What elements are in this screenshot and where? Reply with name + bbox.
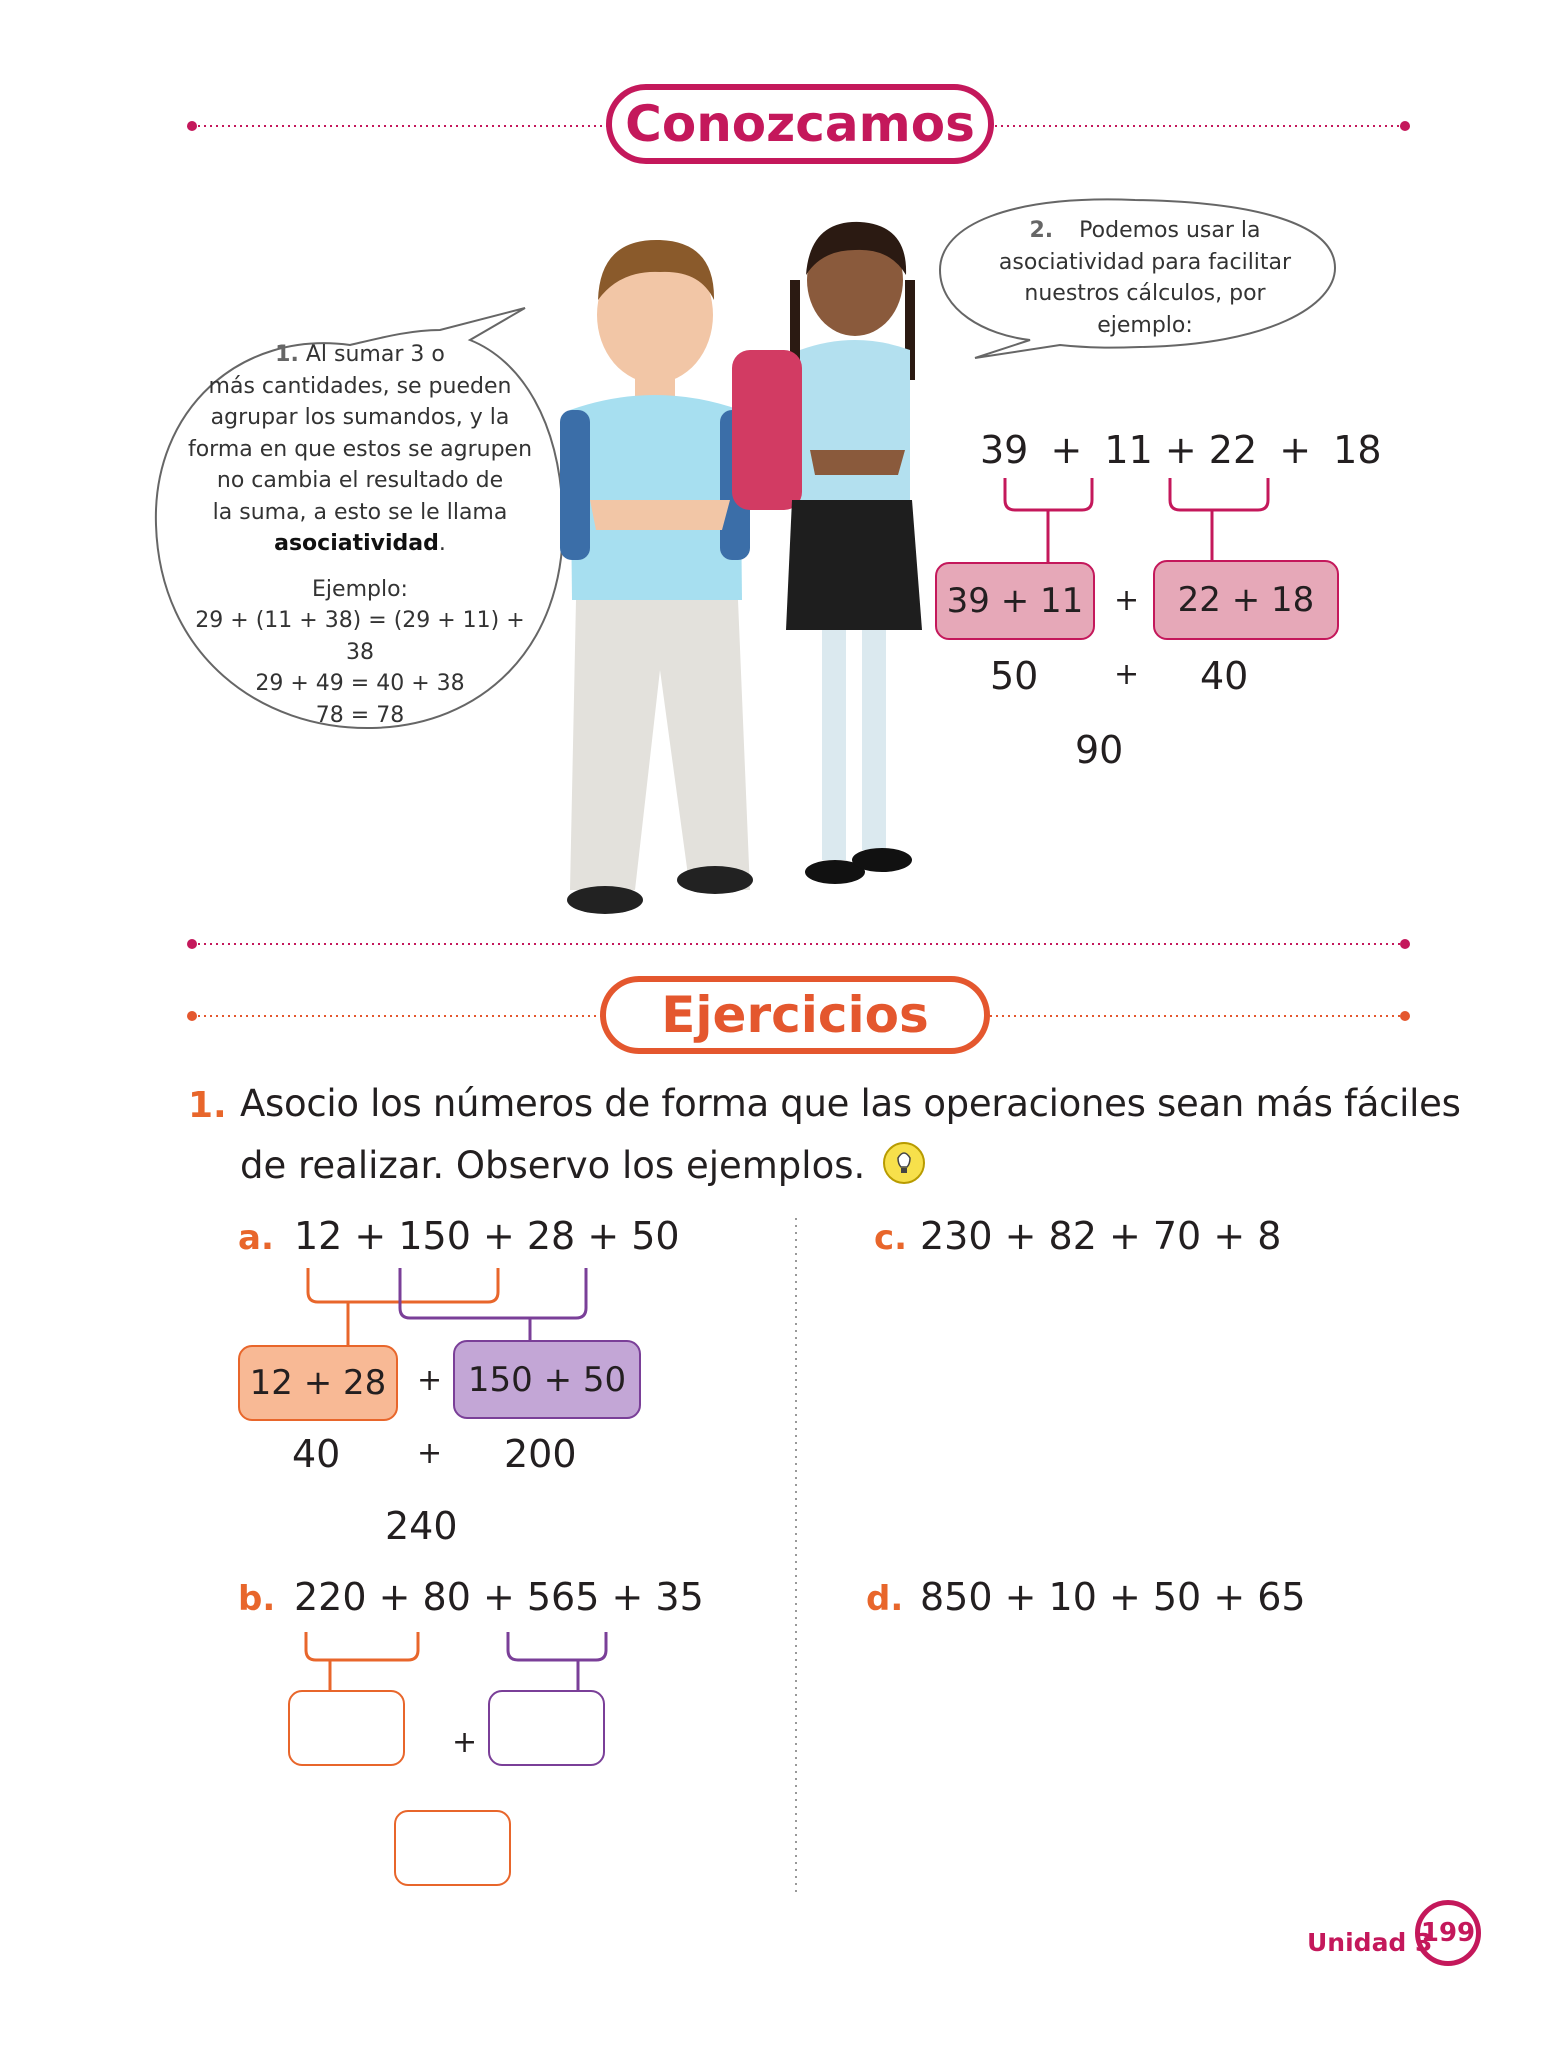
bubble-1-trailing: . bbox=[438, 531, 446, 556]
demo-term: 22 bbox=[1208, 428, 1258, 472]
bubble-1-line: Al sumar 3 o bbox=[305, 342, 445, 367]
footer-page-number: 199 bbox=[1415, 1900, 1481, 1966]
lightbulb-icon bbox=[881, 1140, 927, 1195]
demo-term: 18 bbox=[1333, 428, 1382, 472]
exercise-a-result-plus: + bbox=[417, 1436, 443, 1471]
exercise-a-result-right: 200 bbox=[504, 1432, 577, 1476]
bubble-1-line: agrupar los sumandos, y la bbox=[210, 405, 510, 430]
bubble-1-text bbox=[180, 339, 540, 731]
bubble-1-example-line: 78 = 78 bbox=[315, 702, 405, 728]
demo-total: 90 bbox=[1075, 728, 1124, 772]
demo-operator: + bbox=[1050, 428, 1083, 472]
bubble-1-example-label: Ejemplo: bbox=[312, 576, 408, 602]
exercise-b-answer-box-total[interactable] bbox=[394, 1810, 511, 1886]
exercise-a-expression: 12 + 150 + 28 + 50 bbox=[294, 1214, 680, 1258]
bubble-2-text bbox=[985, 215, 1305, 341]
bubble-1-line: más cantidades, se pueden bbox=[208, 373, 512, 399]
bubble-1-bold-term: asociatividad bbox=[274, 531, 439, 556]
exercise-b-expression: 220 + 80 + 565 + 35 bbox=[294, 1575, 704, 1619]
demo-box-right: 22 + 18 bbox=[1153, 560, 1339, 640]
instruction-line-2-text: de realizar. Observo los ejemplos. bbox=[240, 1144, 866, 1187]
exercise-a-box-left: 12 + 28 bbox=[238, 1345, 398, 1421]
instruction-line-2 bbox=[240, 1140, 927, 1195]
demo-box-left: 39 + 11 bbox=[935, 562, 1095, 640]
exercise-b-plus: + bbox=[452, 1725, 478, 1760]
demo-expression bbox=[980, 428, 1382, 472]
exercise-a-result-left: 40 bbox=[292, 1432, 341, 1476]
demo-result-left: 50 bbox=[990, 654, 1039, 698]
bubble-2-line: nuestros cálculos, por bbox=[1024, 281, 1266, 306]
bubble-1-example-line: 29 + 49 = 40 + 38 bbox=[255, 671, 465, 696]
demo-operator: + bbox=[1279, 428, 1312, 472]
demo-term: 11 bbox=[1104, 428, 1153, 472]
exercise-c-expression: 230 + 82 + 70 + 8 bbox=[920, 1214, 1282, 1258]
section-title-exercises: Ejercicios bbox=[600, 976, 990, 1054]
bubble-1-line: forma en que estos se agrupen bbox=[187, 436, 533, 462]
exercise-a-plus: + bbox=[417, 1363, 443, 1398]
bubble-2-line: asociatividad para facilitar bbox=[998, 249, 1292, 275]
girl-figure bbox=[732, 222, 922, 884]
exercise-c-label: c. bbox=[874, 1218, 908, 1258]
bubble-2-number: 2. bbox=[1029, 218, 1054, 243]
demo-result-right: 40 bbox=[1200, 654, 1249, 698]
exercise-a-total: 240 bbox=[385, 1504, 458, 1548]
exercise-a-label: a. bbox=[238, 1218, 274, 1258]
bubble-1-example-line: 29 + (11 + 38) = (29 + 11) + 38 bbox=[195, 608, 525, 665]
exercise-b-answer-box-left[interactable] bbox=[288, 1690, 405, 1766]
exercise-b-label: b. bbox=[238, 1579, 276, 1619]
exercise-a-box-right: 150 + 50 bbox=[453, 1340, 641, 1419]
demo-plus: + bbox=[1114, 583, 1140, 618]
demo-result-plus: + bbox=[1114, 657, 1140, 692]
children-illustration bbox=[510, 200, 950, 920]
bubble-2-line: ejemplo: bbox=[1097, 312, 1193, 338]
exercise-d-expression: 850 + 10 + 50 + 65 bbox=[920, 1575, 1306, 1619]
footer-unit: Unidad 3 bbox=[1307, 1928, 1433, 1957]
demo-term: 39 bbox=[980, 428, 1029, 472]
bubble-1-line: la suma, a esto se le llama bbox=[212, 499, 508, 525]
section-title-know: Conozcamos bbox=[606, 84, 994, 164]
instruction-number: 1. bbox=[188, 1085, 227, 1126]
bubble-1-number: 1. bbox=[275, 342, 299, 367]
bubble-2-line: Podemos usar la bbox=[1079, 218, 1261, 243]
boy-figure bbox=[560, 240, 753, 914]
demo-operator: + bbox=[1164, 428, 1197, 472]
exercise-b-answer-box-right[interactable] bbox=[488, 1690, 605, 1766]
exercise-d-label: d. bbox=[866, 1579, 904, 1619]
instruction-line-1: Asocio los números de forma que las operaciones sean más fáciles bbox=[240, 1082, 1461, 1125]
bubble-1-line: no cambia el resultado de bbox=[216, 468, 504, 493]
